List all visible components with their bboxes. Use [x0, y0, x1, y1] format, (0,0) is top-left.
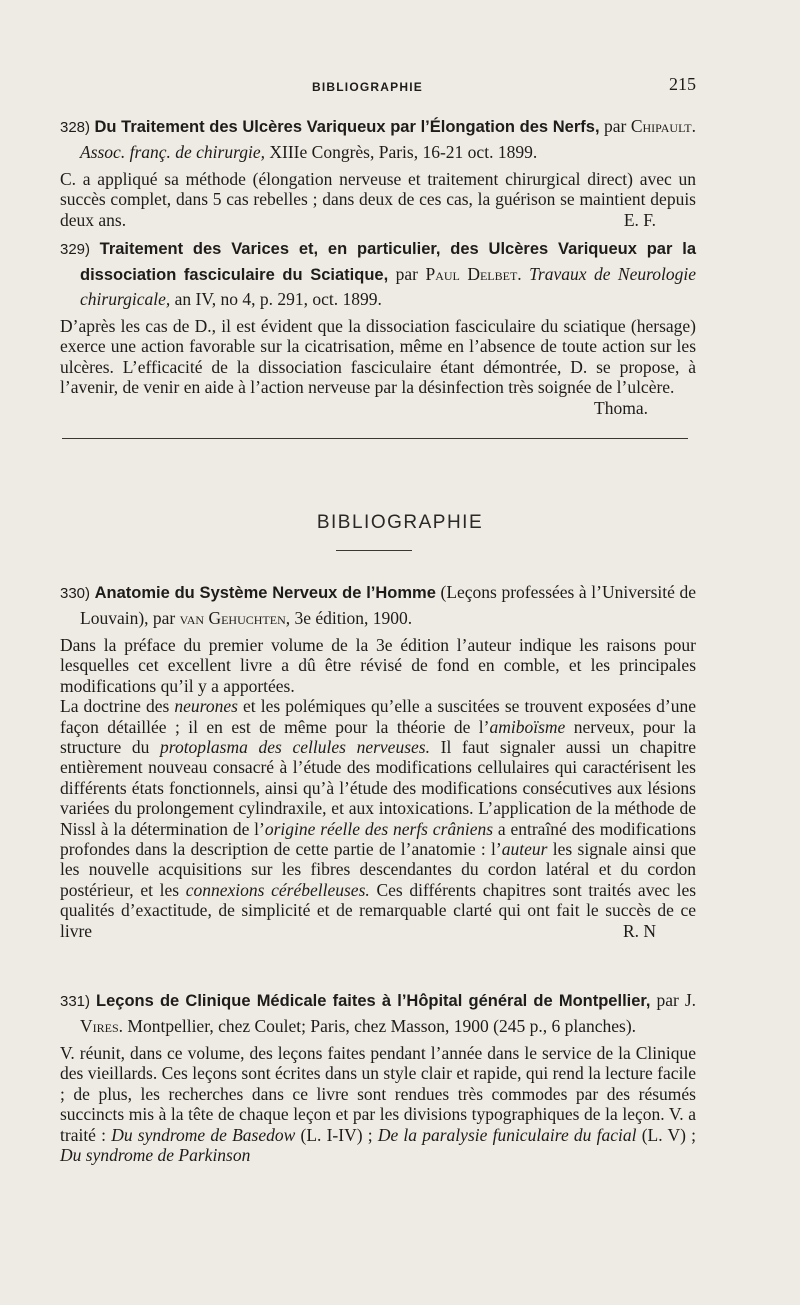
- page-number: 215: [669, 74, 696, 94]
- entry-328-author: Chipault.: [630, 116, 697, 136]
- entry-329-title: Traitement des Varices et, en particulier, des Ulcères Variqueux par la dissociation fasciculaire du Sciatique,: [80, 240, 696, 284]
- entry-330-paragraph-1: Dans la préface du premier volume de la 3e édition l’auteur indique les raisons pour lesquelles cet excellent livre a dû être révisé de fond en comble, et les principales modifications qu’il y a apportées.: [60, 635, 696, 696]
- entry-330-author: van Gehuchten,: [179, 608, 291, 628]
- entry-330-signature: R. N: [622, 920, 656, 941]
- running-title: BIBLIOGRAPHIE: [312, 80, 423, 94]
- entry-329-signature: Thoma.: [594, 397, 648, 418]
- entry-331-title: Leçons de Clinique Médicale faites à l’Hôpital général de Montpellier,: [96, 992, 651, 1010]
- entry-328-signature: E. F.: [623, 209, 656, 230]
- entry-331-body: V. réunit, dans ce volume, des leçons faites pendant l’année dans le service de la Clinique des vieillards. Ces leçons sont écrites dans un style clair et rapide, qui rend la lecture facile ; de plus, les recherches dans ce livre sont rendues très commodes par des résumés succincts mis à la tête de chaque leçon et par les divisions typographiques de la leçon. V. a traité : Du syndrome de Basedow (L. I-IV) ; De la paralysie funiculaire du facial (L. V) ; Du syndrome de Parkinson: [60, 1043, 696, 1166]
- section-title: BIBLIOGRAPHIE: [316, 512, 484, 533]
- entry-329-heading: 329) Traitement des Varices et, en particulier, des Ulcères Variqueux par la dissociation fasciculaire du Sciatique, par Paul Delbet. Travaux de Neurologie chirurgicale, an IV, no 4, p. 291, oct. 1899.: [60, 240, 697, 309]
- entry-329-author: Paul Delbet.: [425, 264, 522, 284]
- title-underline: [336, 550, 412, 551]
- entry-328: [60, 114, 696, 230]
- running-header: [60, 72, 696, 102]
- entry-329: [60, 236, 696, 418]
- entry-331: [60, 988, 696, 1165]
- entry-330-paragraph-2: La doctrine des neurones et les polémiques qu’elle a suscitées se trouvent exposées d’une façon détaillée ; il en est de même pour la théorie de l’amiboïsme nerveux, pour la structure du protoplasma des cellules nerveuses. Il faut signaler aussi un chapitre entièrement nouveau consacré à l’étude des modifications cellulaires qui caractérisent les différents états fonctionnels, ainsi qu’à l’étude des modifications consécutives aux lésions variées du prolongement cylindraxile, et aux intoxications. L’application de la méthode de Nissl à la détermination de l’origine réelle des nerfs crâniens a entraîné des modifications profondes dans la description de cette partie de l’anatomie : l’auteur les signale ainsi que les nouvelle acquisitions sur les fibres descendantes du cordon latéral et du cordon postérieur, et les connexions cérébelleuses. Ces différents chapitres sont traités avec les qualités d’exactitude, de simplicité et de remarquable clarté qui ont fait le succès de ce livre R. N: [60, 696, 697, 941]
- entry-331-heading: 331) Leçons de Clinique Médicale faites à l’Hôpital général de Montpellier, par J. Vires. Montpellier, chez Coulet; Paris, chez Masson, 1900 (245 p., 6 planches).: [60, 990, 697, 1036]
- entry-328-heading: 328) Du Traitement des Ulcères Variqueux par l’Élongation des Nerfs, par Chipault. Assoc. franç. de chirurgie, XIIIe Congrès, Paris, 16-21 oct. 1899.: [60, 116, 697, 162]
- entry-330-heading: 330) Anatomie du Système Nerveux de l’Homme (Leçons professées à l’Université de Louvain), par van Gehuchten, 3e édition, 1900.: [60, 582, 696, 628]
- entry-330-title: Anatomie du Système Nerveux de l’Homme: [94, 584, 436, 602]
- entry-331-author: Vires.: [80, 1016, 124, 1036]
- entry-328-body: C. a appliqué sa méthode (élongation nerveuse et traitement chirurgical direct) avec un succès complet, dans 5 cas rebelles ; dans deux de ces cas, la guérison se maintient depuis deux ans. E. F.: [60, 169, 696, 230]
- section-divider: [62, 438, 688, 439]
- entry-328-title: Du Traitement des Ulcères Variqueux par l’Élongation des Nerfs,: [94, 118, 600, 136]
- entry-329-body: D’après les cas de D., il est évident que la dissociation fasciculaire du sciatique (hersage) exerce une action favorable sur la cicatrisation, même en l’absence de toute action sur les ulcères. L’efficacité de la dissociation fasciculaire étant démontrée, D. se propose, à l’avenir, de venir en aide à l’action nerveuse par la désinfection très soignée de l’ulcère. Thoma.: [60, 316, 696, 418]
- entry-330: [60, 580, 696, 941]
